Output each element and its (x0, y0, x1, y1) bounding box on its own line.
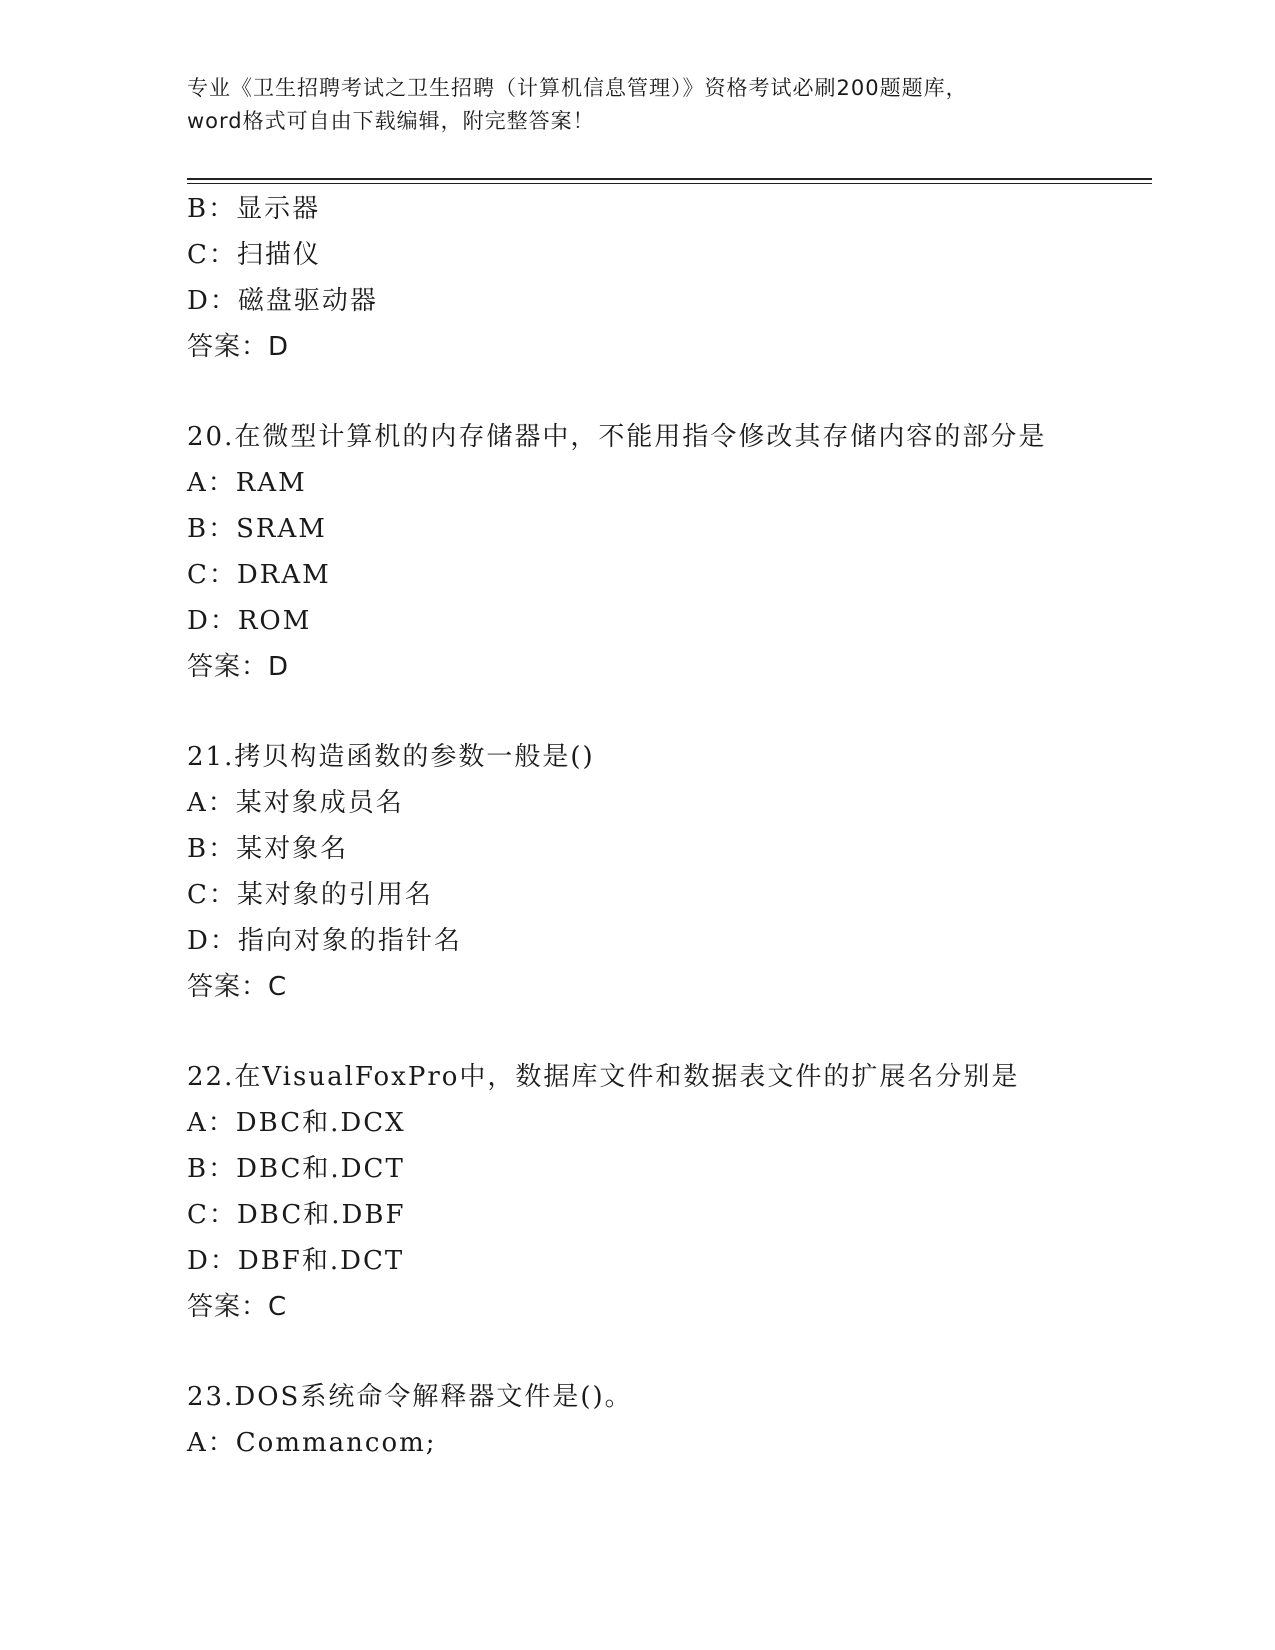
question-22 (187, 1054, 1147, 1330)
option-a: A：RAM (187, 468, 307, 498)
header-divider (187, 178, 1152, 180)
option-b: B：DBC和.DCT (187, 1154, 405, 1184)
option-c: C：某对象的引用名 (187, 880, 433, 910)
option-d: D：ROM (187, 606, 312, 636)
option-b: B：显示器 (187, 194, 321, 224)
question-19-continued (187, 186, 1147, 370)
header-line-2: word格式可自由下载编辑，附完整答案！ (187, 109, 595, 133)
question-stem: 21.拷贝构造函数的参数一般是() (187, 742, 595, 772)
question-20 (187, 414, 1147, 690)
option-c: C：DRAM (187, 560, 331, 590)
question-stem: 23.DOS系统命令解释器文件是()。 (187, 1382, 633, 1412)
question-stem: 20.在微型计算机的内存储器中，不能用指令修改其存储内容的部分是 (187, 422, 1047, 452)
option-d: D：DBF和.DCT (187, 1246, 405, 1276)
answer: 答案：C (187, 972, 288, 1002)
option-a: A：Commancom; (187, 1428, 437, 1458)
answer: 答案：D (187, 652, 290, 682)
option-b: B：SRAM (187, 514, 327, 544)
option-a: A：某对象成员名 (187, 788, 404, 818)
option-c: C：DBC和.DBF (187, 1200, 406, 1230)
question-list (187, 186, 1147, 1466)
option-d: D：磁盘驱动器 (187, 286, 378, 316)
answer: 答案：C (187, 1292, 288, 1322)
question-23 (187, 1374, 1147, 1466)
question-stem: 22.在VisualFoxPro中，数据库文件和数据表文件的扩展名分别是 (187, 1062, 1020, 1092)
option-b: B：某对象名 (187, 834, 349, 864)
header-divider-thin (187, 183, 1152, 184)
answer: 答案：D (187, 332, 290, 362)
document-header (187, 72, 1087, 138)
option-d: D：指向对象的指针名 (187, 926, 462, 956)
question-21 (187, 734, 1147, 1010)
option-a: A：DBC和.DCX (187, 1108, 406, 1138)
option-c: C：扫描仪 (187, 240, 321, 270)
header-line-1: 专业《卫生招聘考试之卫生招聘（计算机信息管理）》资格考试必刷200题题库， (187, 76, 968, 100)
